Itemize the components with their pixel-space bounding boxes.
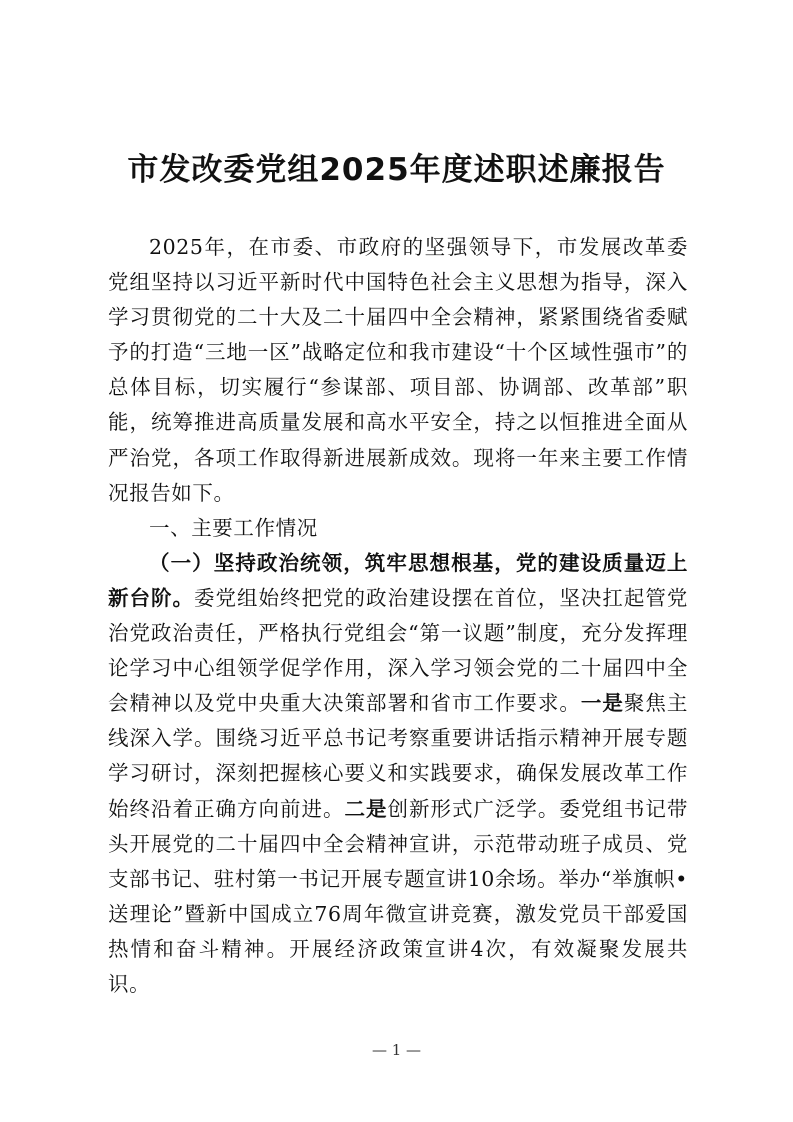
page-number: — 1 — <box>371 1041 422 1059</box>
subsection-lead: （一）坚持政治统领，筑牢思想根基，党的建设质量迈上新台阶。 <box>108 550 688 610</box>
document-title: 市发改委党组2025年度述职述廉报告 <box>127 152 666 188</box>
subsection-text-c: 创新形式广泛学。委党组书记带头开展党的二十届四中全会精神宣讲，示范带动班子成员、党支部书记、驻村第一书记开展专题宣讲10余场。举办“举旗帜•送理论”暨新中国成立76周年微宣讲竞赛，激发党员干部爱国热情和奋斗精神。开展经济政策宣讲4次，有效凝聚发展共识。 <box>108 796 688 996</box>
document-body <box>108 230 688 1002</box>
section-heading-main-work: 一、主要工作情况 <box>149 515 318 540</box>
point-label-2: 二是 <box>344 796 388 821</box>
subsection-text-a: 委党组始终把党的政治建设摆在首位，坚决扛起管党治党政治责任，严格执行党组会“第一议题”制度，充分发挥理论学习中心组领学促学作用，深入学习领会党的二十届四中全会精神以及党中央重大决策部署和省市工作要求。 <box>108 585 688 716</box>
point-label-1: 一是 <box>580 691 624 716</box>
subsection-paragraph-1 <box>108 546 688 1002</box>
intro-paragraph: 2025年，在市委、市政府的坚强领导下，市发展改革委党组坚持以习近平新时代中国特色社会主义思想为指导，深入学习贯彻党的二十大及二十届四中全会精神，紧紧围绕省委赋予的打造“三地一区”战略定位和我市建设“十个区域性强市”的总体目标，切实履行“参谋部、项目部、协调部、改革部”职能，统筹推进高质量发展和高水平安全，持之以恒推进全面从严治党，各项工作取得新进展新成效。现将一年来主要工作情况报告如下。 <box>108 235 688 505</box>
subsection-text-b: 聚焦主线深入学。围绕习近平总书记考察重要讲话指示精神开展专题学习研讨，深刻把握核心要义和实践要求，确保发展改革工作始终沿着正确方向前进。 <box>108 691 688 821</box>
